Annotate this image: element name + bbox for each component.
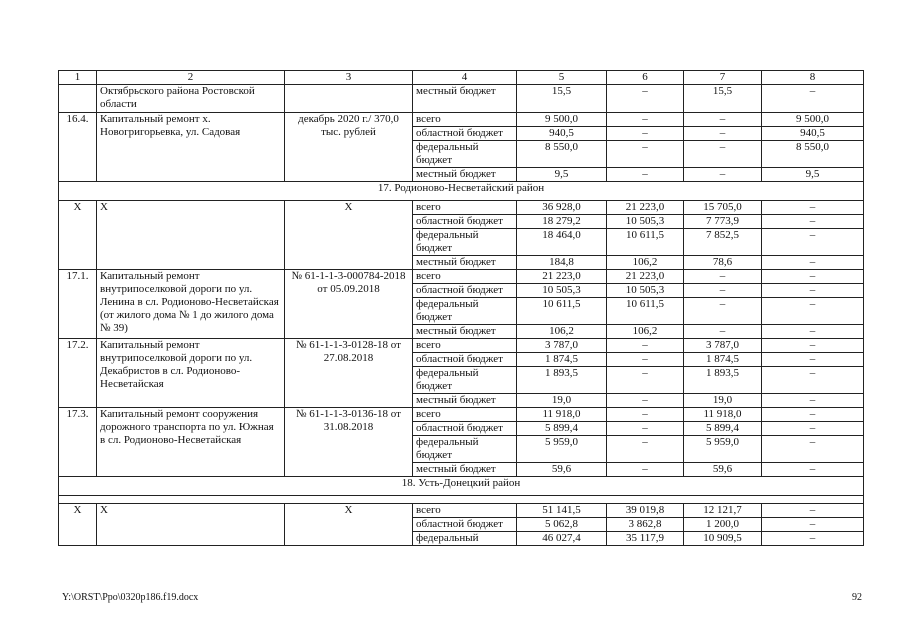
table-row — [59, 71, 864, 85]
table-cell: 1 874,5 — [517, 353, 607, 367]
table-cell: всего — [413, 408, 517, 422]
table-cell: 21 223,0 — [607, 201, 684, 215]
table-cell: № 61-1-1-3-0128-18 от 27.08.2018 — [285, 339, 413, 408]
table-row — [59, 408, 864, 422]
table-cell: 3 787,0 — [684, 339, 762, 353]
table-cell: 10 611,5 — [607, 298, 684, 325]
table-cell: – — [607, 168, 684, 182]
table-cell: 5 — [517, 71, 607, 85]
table-cell: 2 — [97, 71, 285, 85]
table-cell: – — [607, 463, 684, 477]
table-cell: 106,2 — [517, 325, 607, 339]
table-cell: 940,5 — [762, 127, 864, 141]
table-cell: Х — [59, 201, 97, 270]
table-cell: 59,6 — [684, 463, 762, 477]
table-cell: местный бюджет — [413, 463, 517, 477]
table-cell: 9 500,0 — [517, 113, 607, 127]
table-cell: 940,5 — [517, 127, 607, 141]
table-cell: областной бюджет — [413, 215, 517, 229]
table-cell — [285, 85, 413, 113]
table-cell: 4 — [413, 71, 517, 85]
table-cell: – — [762, 394, 864, 408]
table-cell: 1 200,0 — [684, 518, 762, 532]
table-cell: 19,0 — [684, 394, 762, 408]
table-cell: Х — [285, 504, 413, 546]
table-cell: – — [762, 339, 864, 353]
table-cell: 10 505,3 — [517, 284, 607, 298]
table-cell: 21 223,0 — [517, 270, 607, 284]
table-cell: областной бюджет — [413, 284, 517, 298]
table-row — [59, 270, 864, 284]
table-cell: 106,2 — [607, 325, 684, 339]
table-cell: – — [607, 353, 684, 367]
table-cell: Капитальный ремонт х. Новогригорьевка, ул. Садовая — [97, 113, 285, 182]
table-cell: – — [607, 339, 684, 353]
table-row — [59, 182, 864, 201]
table-cell: 17.1. — [59, 270, 97, 339]
table-cell: – — [762, 436, 864, 463]
table-cell: 36 928,0 — [517, 201, 607, 215]
section-heading: 18. Усть-Донецкий район — [59, 477, 864, 496]
table-cell: – — [684, 168, 762, 182]
table-cell: 59,6 — [517, 463, 607, 477]
table-cell: – — [607, 436, 684, 463]
table-cell: 5 959,0 — [517, 436, 607, 463]
table-cell: 11 918,0 — [684, 408, 762, 422]
table-cell: Х — [97, 201, 285, 270]
table-cell: федеральный бюджет — [413, 229, 517, 256]
table-cell — [59, 85, 97, 113]
table-cell: – — [607, 85, 684, 113]
table-cell: – — [684, 298, 762, 325]
table-cell: Октябрьского района Ростовской области — [97, 85, 285, 113]
table-cell: 9,5 — [762, 168, 864, 182]
table-cell: 10 909,5 — [684, 532, 762, 546]
table-cell: 15 705,0 — [684, 201, 762, 215]
table-cell: – — [684, 284, 762, 298]
table-cell: местный бюджет — [413, 256, 517, 270]
table-cell: Х — [97, 504, 285, 546]
table-cell: 18 464,0 — [517, 229, 607, 256]
table-cell: Капитальный ремонт сооружения дорожного транспорта по ул. Южная в сл. Родионово-Несветайская — [97, 408, 285, 477]
table-cell: – — [762, 463, 864, 477]
budget-table — [58, 70, 864, 546]
table-row — [59, 477, 864, 496]
table-cell: – — [762, 229, 864, 256]
footer-file-path: Y:\ORST\Ppo\0320p186.f19.docx — [62, 592, 199, 603]
table-cell: Х — [59, 504, 97, 546]
table-cell: 11 918,0 — [517, 408, 607, 422]
table-cell: 78,6 — [684, 256, 762, 270]
table-cell: 8 — [762, 71, 864, 85]
table-cell: – — [607, 141, 684, 168]
table-cell: 51 141,5 — [517, 504, 607, 518]
table-cell: всего — [413, 201, 517, 215]
table-cell: местный бюджет — [413, 168, 517, 182]
table-cell: 1 874,5 — [684, 353, 762, 367]
table-cell: 46 027,4 — [517, 532, 607, 546]
table-cell: – — [762, 367, 864, 394]
section-heading: 17. Родионово-Несветайский район — [59, 182, 864, 201]
table-cell: – — [762, 270, 864, 284]
table-cell: – — [762, 408, 864, 422]
table-cell: 21 223,0 — [607, 270, 684, 284]
table-cell: федеральный бюджет — [413, 298, 517, 325]
table-cell: – — [762, 215, 864, 229]
table-row — [59, 85, 864, 113]
table-cell: федеральный бюджет — [413, 367, 517, 394]
table-cell: 18 279,2 — [517, 215, 607, 229]
table-cell: 184,8 — [517, 256, 607, 270]
table-cell: 7 — [684, 71, 762, 85]
table-cell: – — [607, 408, 684, 422]
table-cell: 35 117,9 — [607, 532, 684, 546]
table-row — [59, 113, 864, 127]
table-cell: всего — [413, 270, 517, 284]
table-cell: 5 899,4 — [684, 422, 762, 436]
table-cell: Капитальный ремонт внутрипоселковой дороги по ул. Декабристов в сл. Родионово-Несветайская — [97, 339, 285, 408]
table-cell: 7 852,5 — [684, 229, 762, 256]
table-cell: областной бюджет — [413, 422, 517, 436]
table-cell: – — [607, 422, 684, 436]
table-cell: № 61-1-1-3-000784-2018 от 05.09.2018 — [285, 270, 413, 339]
table-cell: 17.2. — [59, 339, 97, 408]
table-cell: местный бюджет — [413, 394, 517, 408]
table-row — [59, 504, 864, 518]
table-cell: федеральный — [413, 532, 517, 546]
table-cell: 6 — [607, 71, 684, 85]
table-cell: 10 505,3 — [607, 215, 684, 229]
table-cell: 16.4. — [59, 113, 97, 182]
table-cell: 19,0 — [517, 394, 607, 408]
table-row — [59, 201, 864, 215]
table-cell: местный бюджет — [413, 325, 517, 339]
table-cell: 8 550,0 — [517, 141, 607, 168]
table-cell: 3 787,0 — [517, 339, 607, 353]
table-cell: областной бюджет — [413, 127, 517, 141]
table-cell: – — [684, 270, 762, 284]
table-cell: № 61-1-1-3-0136-18 от 31.08.2018 — [285, 408, 413, 477]
table-cell: – — [762, 298, 864, 325]
table-cell: – — [607, 394, 684, 408]
table-cell: – — [684, 113, 762, 127]
table-cell: 15,5 — [517, 85, 607, 113]
table-cell: местный бюджет — [413, 85, 517, 113]
table-cell: – — [684, 127, 762, 141]
table-cell: – — [607, 127, 684, 141]
spacer-row — [59, 496, 864, 504]
table-cell: 1 893,5 — [684, 367, 762, 394]
table-cell: 8 550,0 — [762, 141, 864, 168]
table-cell: 1 — [59, 71, 97, 85]
table-cell: областной бюджет — [413, 518, 517, 532]
table-cell: 5 959,0 — [684, 436, 762, 463]
table-cell: Х — [285, 201, 413, 270]
table-cell: – — [762, 256, 864, 270]
table-cell: 10 505,3 — [607, 284, 684, 298]
table-row — [59, 496, 864, 504]
table-cell: 106,2 — [607, 256, 684, 270]
table-cell: 7 773,9 — [684, 215, 762, 229]
table-cell: – — [762, 85, 864, 113]
table-cell: федеральный бюджет — [413, 436, 517, 463]
table-cell: 10 611,5 — [607, 229, 684, 256]
table-cell: – — [762, 201, 864, 215]
table-cell: 5 062,8 — [517, 518, 607, 532]
table-cell: всего — [413, 339, 517, 353]
table-cell: – — [762, 532, 864, 546]
table-cell: – — [762, 504, 864, 518]
table-cell: – — [684, 141, 762, 168]
table-cell: – — [762, 353, 864, 367]
table-cell: декабрь 2020 г./ 370,0 тыс. рублей — [285, 113, 413, 182]
table-cell: 9 500,0 — [762, 113, 864, 127]
table-cell: – — [762, 325, 864, 339]
table-cell: 39 019,8 — [607, 504, 684, 518]
table-cell: областной бюджет — [413, 353, 517, 367]
table-cell: 3 862,8 — [607, 518, 684, 532]
table-cell: – — [762, 518, 864, 532]
table-cell: – — [762, 284, 864, 298]
table-cell: 15,5 — [684, 85, 762, 113]
table-cell: всего — [413, 504, 517, 518]
table-cell: – — [684, 325, 762, 339]
table-cell: – — [607, 367, 684, 394]
table-cell: 5 899,4 — [517, 422, 607, 436]
table-cell: федеральный бюджет — [413, 141, 517, 168]
footer-page-number: 92 — [852, 592, 862, 603]
table-cell: всего — [413, 113, 517, 127]
table-cell: 17.3. — [59, 408, 97, 477]
table-cell: – — [607, 113, 684, 127]
table-cell: Капитальный ремонт внутрипоселковой дороги по ул. Ленина в сл. Родионово-Несветайская (от жилого дома № 1 до жилого дома № 39) — [97, 270, 285, 339]
table-cell: 9,5 — [517, 168, 607, 182]
table-cell: 12 121,7 — [684, 504, 762, 518]
table-cell: – — [762, 422, 864, 436]
table-cell: 10 611,5 — [517, 298, 607, 325]
table-row — [59, 339, 864, 353]
table-cell: 1 893,5 — [517, 367, 607, 394]
table-cell: 3 — [285, 71, 413, 85]
